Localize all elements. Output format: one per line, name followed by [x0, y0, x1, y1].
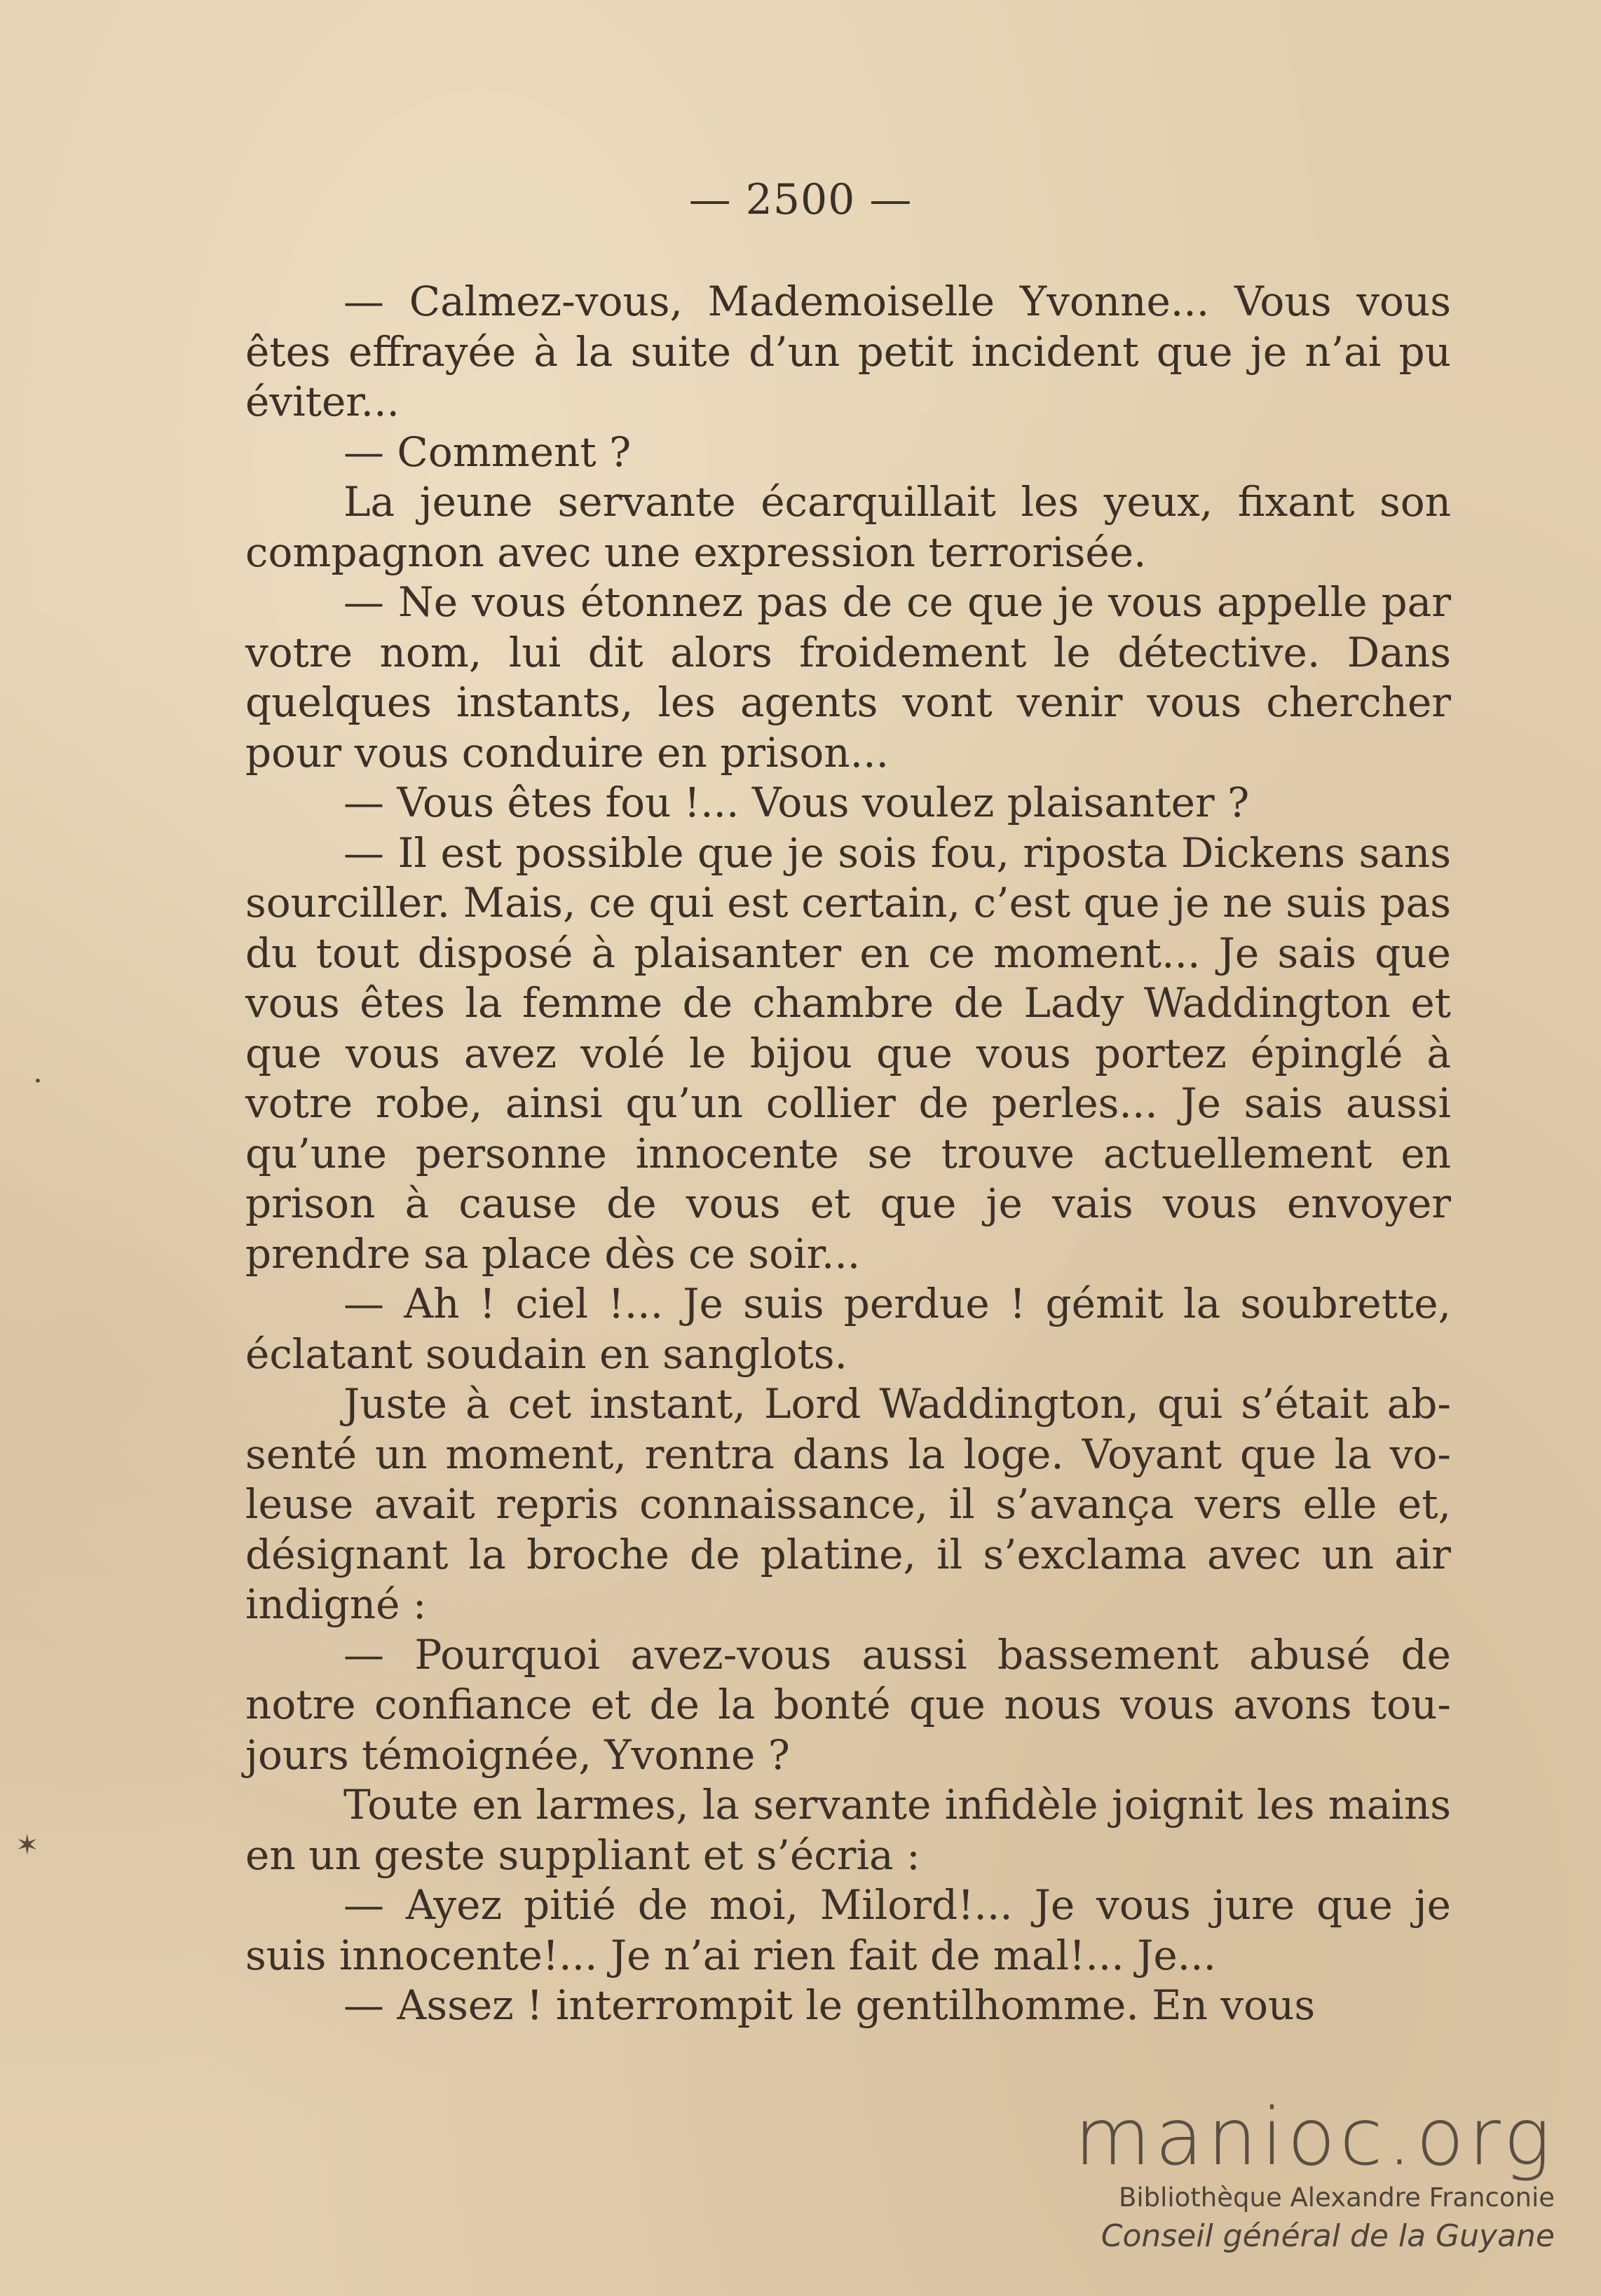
paragraph-6: — Il est possible que je sois fou, riposta Dickens sans sourciller. Mais, ce qui est certain, c’est que je ne suis pas du tout disposé à plaisanter en ce moment... Je sais que vous êtes la femme de chambre de Lady Waddington et que vous avez volé le bijou que vous portez épinglé à votre robe, ainsi qu’un collier de perles... Je sais aussi qu’une personne innocente se trouve actuellement en prison à cause de vous et que je vais vous envoyer prendre sa place dès ce soir... — [245, 828, 1451, 1278]
paragraph-2: — Comment ? — [343, 428, 632, 476]
page-number: — 2500 — — [688, 175, 913, 224]
paragraph-3: La jeune servante écarquillait les yeux, fixant son compagnon avec une expression terrorisée. — [245, 478, 1451, 576]
paragraph-8: Juste à cet instant, Lord Waddington, qui s’était absenté un moment, rentra dans la loge. Voyant que la voleuse avait repris connaissance, il s’avança vers elle et, désignant la broche de platine, il s’exclama avec un air indigné : — [245, 1380, 1451, 1628]
paragraph-5: — Vous êtes fou !... Vous voulez plaisanter ? — [343, 779, 1250, 826]
paragraph-9: — Pourquoi avez-vous aussi bassement abusé de notre confiance et de la bonté que nous vous avons toujours témoignée, Yvonne ? — [245, 1630, 1451, 1779]
body-text — [245, 277, 1451, 2031]
paragraph-1: — Calmez-vous, Mademoiselle Yvonne... Vous vous êtes effrayée à la suite d’un petit incident que je n’ai pu éviter... — [245, 278, 1451, 425]
paragraph-4: — Ne vous étonnez pas de ce que je vous appelle par votre nom, lui dit alors froidement le détective. Dans quelques instants, les agents vont venir vous chercher pour vous conduire en prison... — [245, 578, 1451, 777]
watermark-library-line: Bibliothèque Alexandre Franconie — [1118, 2182, 1555, 2213]
manioc-wordmark: manioc.org — [1074, 2092, 1555, 2183]
margin-speck-icon: ✶ — [15, 1829, 39, 1861]
watermark-council-line: Conseil général de la Guyane — [1101, 2218, 1555, 2254]
manioc-watermark — [1050, 2092, 1555, 2257]
paragraph-10: Toute en larmes, la servante infidèle joignit les mains en un geste suppliant et s’écria : — [245, 1781, 1451, 1879]
dust-speck-icon: • — [34, 1072, 42, 1089]
paragraph-7: — Ah ! ciel !... Je suis perdue ! gémit la soubrette, éclatant soudain en sanglots. — [245, 1280, 1451, 1378]
paragraph-12: — Assez ! interrompit le gentilhomme. En vous — [343, 1981, 1316, 2029]
paragraph-11: — Ayez pitié de moi, Milord!... Je vous jure que je suis innocente!... Je n’ai rien fait de mal!... Je... — [245, 1881, 1451, 1979]
